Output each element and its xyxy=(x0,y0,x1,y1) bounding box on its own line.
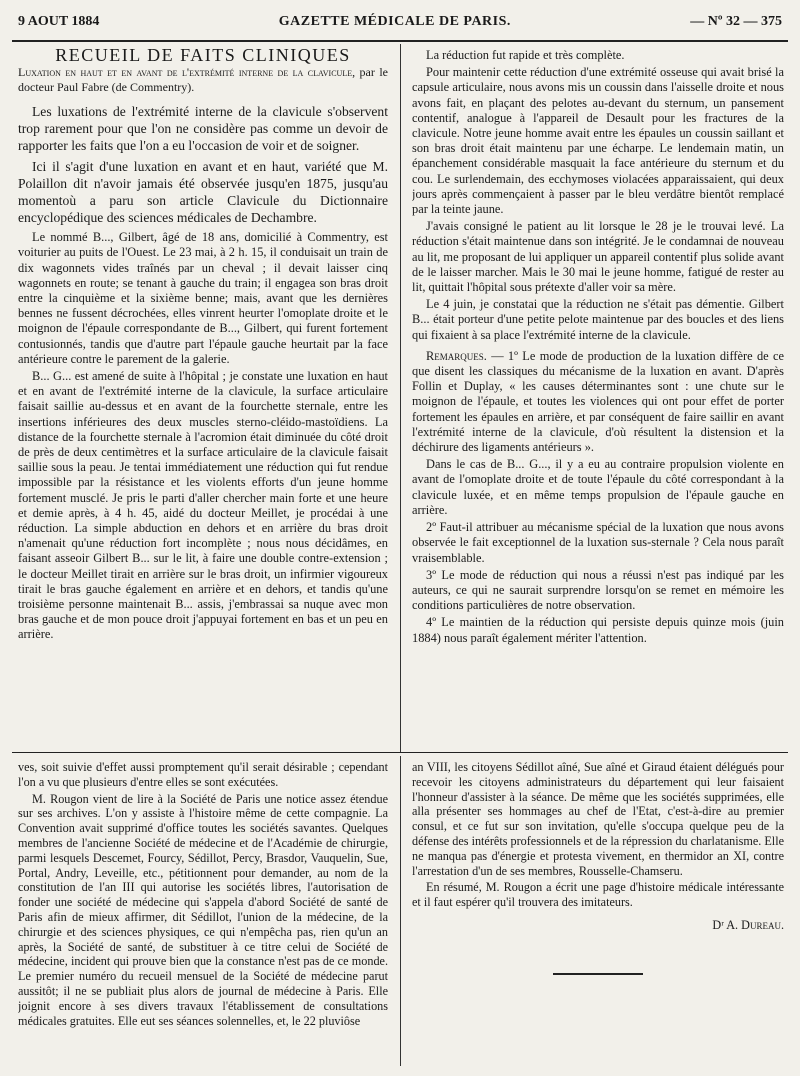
paragraph-remarks-1b: Dans le cas de B... G..., il y a eu au contraire propulsion violente en avant de l'omoplate droite et de toute l'épaule du côté correspondant à la clavicule luxée, et en même temps propulsion de l'épaule gauche en arrière. xyxy=(412,457,784,517)
paragraph-case: Le nommé B..., Gilbert, âgé de 18 ans, domicilié à Commentry, est voiturier au puits de l'Ouest. Le 23 mai, à 2 h. 15, il conduisait un train de dix wagonnets vides traînés par un cheval ; il devait laisser cinq wagonnets en route; se tenant à gauche du train; il engagea son bras droit entre la cinquième et la sixième benne; mais, avant que les dernières bennes ne fussent décrochées, elles vinrent heurter l'omoplate droite et le moignon de l'épaule correspondante de B..., Gilbert, qui furent fortement contusionnés, tandis que d'autre part l'épaule gauche heurtait par la face antérieure contre le parement de la galerie. xyxy=(18,230,388,366)
article-subtitle-caps: Luxation en haut et en avant de l'extrémité interne de la clavicule, xyxy=(18,65,356,80)
paragraph-intro: Les luxations de l'extrémité interne de la clavicule s'observent trop rarement pour que l'on ne considère pas comme un devoir de rapporter les faits que l'on a eu l'occasion de voir et de soigner. xyxy=(18,104,388,154)
paragraph-dressing: Pour maintenir cette réduction d'une extrémité osseuse qui avait brisé la capsule articulaire, nous avons mis un coussin dans l'aisselle droite et nous avons fait, en plaçant des pelotes au-devant du sternum, un pansement contentif, analogue à l'appareil de Desault pour les fractures de la clavicule. Notre jeune homme avait entre les épaules un coussin saillant et son bras droit était maintenu par une écharpe. Le lendemain matin, un épanchement considérable masquait la face antérieure du sternum et du cou. Le surlendemain, des ecchymoses violacées apparaissaient, qui deux jours après commençaient à passer par le bleu verdâtre bientôt remplacé par la teinte jaune. xyxy=(412,65,784,217)
remarks-label: Remarques. xyxy=(426,348,487,363)
paragraph-remarks-4: 4º Le maintien de la réduction qui persiste depuis quinze mois (juin 1884) nous paraît également mériter l'attention. xyxy=(412,615,784,645)
paragraph-remarks-1 xyxy=(412,349,784,455)
header-page-number: — Nº 32 — 375 xyxy=(690,14,782,29)
feuilleton-rougon: M. Rougon vient de lire à la Société de Paris une notice assez étendue sur ses archives. L'on y assiste à l'histoire même de cette compagnie. La Convention avait supprimé d'office toutes les sociétés savantes. Quelques membres de l'ancienne Société de médecine et de l'Académie de chirurgie, parmi lesquels Descemet, Fourcy, Sédillot, Percy, Brasdor, Vauquelin, Sue, Portal, Andry, Leveille, etc., pétitionnent pour demander, au nom de la constitution de l'an III qui autorise les sociétés libres, l'autorisation de fonder une société de médecine qui s'appela d'abord Société de santé de Paris afin de mieux affirmer, dit Sédillot, l'union de la médecine, de la chirurgie et des sciences physiques, ce qui n'empêcha pas, rien qu'un an après, la Société de santé, de substituer à ce titre celui de Société de médecine, incident qui prouve bien que la constance n'est pas de ce monde. Le premier numéro du recueil mensuel de la Société de médecine parut aussitôt; il ne se publiait plus alors de journal de médecine à Paris. Elle joignit encore à ses divers travaux l'établissement de consultations médicales gratuites. Elle eut ses séances solennelles, et, le 22 pluviôse xyxy=(18,791,388,1028)
article-subtitle xyxy=(18,65,388,95)
end-rule xyxy=(553,973,643,975)
article-column-left xyxy=(18,48,388,748)
paragraph-remarks-2: 2º Faut-il attribuer au mécanisme spécial de la luxation que nous avons observée le fait exceptionnel de la luxation sus-sternale ? Cela nous paraît vraisemblable. xyxy=(412,520,784,565)
section-rule xyxy=(12,752,788,753)
feuilleton-column-left xyxy=(18,760,388,1060)
remarks-1-text: — 1º Le mode de production de la luxation diffère de ce que disent les classiques du mécanisme de la luxation en avant. D'après Follin et Duplay, « les causes déterminantes sont : une chute sur le moignon de l'épaule, et toutes les violences qui ont pour effet de porter fortement les épaules en arrière, et par conséquent de faire saillir en avant l'extrémité interne de la clavicule, d'où résultent la distension et la déchirure des ligaments antérieurs ». xyxy=(412,348,784,455)
paragraph-treatment: B... G... est amené de suite à l'hôpital ; je constate une luxation en haut et en avant de l'extrémité interne de la clavicule, la surface articulaire faisait saillie au-dessus et en avant de la fourchette sternale, entre les insertions inférieures des deux muscles sterno-cléido-mastoïdiens. La distance de la fourchette sternale à l'acromion était diminuée du côté droit de près de deux centimètres et la surface articulaire de la clavicule faisait saillie sous la peau. Je tentai immédiatement une réduction qui fut rendue impossible par la résistance et les violents efforts d'un jeune homme fortement musclé. Je pris le parti d'aller chercher main forte et une heure et demie après, à 4 h. 45, aidé du docteur Meillet, je procédai à une réduction. La simple abduction en dehors et en arrière du bras droit n'amenait qu'une réduction fort incomplète ; nous nous décidâmes, en faisant asseoir Gilbert B... sur le lit, à faire une double contre-extension ; le docteur Meillet tirait en arrière sur le bras droit, un infirmier vigoureux tirait le bras gauche également en arrière et en dehors, et tandis qu'une troisième personne maintenait B... assis, j'embrassai sa nuque avec mon bras gauche et de mon pouce droit j'appuyai fortement en bas et un peu en arrière. xyxy=(18,369,388,642)
feuilleton-column-right xyxy=(412,760,784,1060)
paragraph-reduction: La réduction fut rapide et très complète. xyxy=(426,48,625,62)
page-header xyxy=(18,14,782,36)
section-title: RECUEIL DE FAITS CLINIQUES xyxy=(55,48,351,65)
article-column-right xyxy=(412,48,784,748)
feuilleton-an-viii: an VIII, les citoyens Sédillot aîné, Sue aîné et Giraud étaient délégués pour recevoir les citoyens administrateurs du département qui leur faisaient l'honneur d'assister à la séance. De même que les sociétés supprimées, elle alla présenter ses hommages au chef de l'Etat, c'est-à-dire au premier consul, et ce fut sur son invitation, qu'elle s'occupa quelque peu de la défense des intérêts professionnels et de la répression du charlatanisme. Elle ne manqua pas d'énergie et protesta vivement, en thermidor an XI, contre l'arrestation d'un de ses membres, Rousselle-Chamseru. xyxy=(412,760,784,878)
feuilleton-summary: En résumé, M. Rougon a écrit une page d'histoire médicale intéressante et il faut espérer qu'il trouvera des imitateurs. xyxy=(412,880,784,910)
header-rule xyxy=(12,40,788,42)
paragraph-june: Le 4 juin, je constatai que la réduction ne s'était pas démentie. Gilbert B... était porteur d'une petite pelote maintenue par des boucles et des liens qui fixaient à sa place l'extrémité interne de la clavicule. xyxy=(412,297,784,342)
paragraph-variety: Ici il s'agit d'une luxation en avant et en haut, variété que M. Polaillon dit n'avoir jamais été observée jusqu'en 1875, jusqu'au momentoù a paru son article Clavicule du Dictionnaire encyclopédique des sciences médicales de Dechambre. xyxy=(18,159,388,226)
feuilleton-continuation: ves, soit suivie d'effet aussi promptement qu'il serait désirable ; cependant l'on a vu que plusieurs d'entre elles se sont exécutées. xyxy=(18,760,388,789)
column-divider-top xyxy=(400,44,401,752)
author-signature: Dʳ A. Dureau. xyxy=(712,917,784,932)
paragraph-follow-up: J'avais consigné le patient au lit lorsque le 28 je le trouvai levé. La réduction s'était maintenue dans son intégrité. Je le condamnai de nouveau au lit, me proposant de lui appliquer un appareil contentif plus solide avant de le laisser marcher. Mais le 30 mai le jeune homme, fatigué de rester au lit, quittait l'hôpital sous prétexte d'aller voir sa mère. xyxy=(412,219,784,295)
header-journal-title: GAZETTE MÉDICALE DE PARIS. xyxy=(278,14,511,29)
paragraph-remarks-3: 3º Le mode de réduction qui nous a réussi n'est pas indiqué par les auteurs, ce qui ne saurait surprendre lorsqu'on se remet en mémoire les conditions particulières de notre observation. xyxy=(412,567,784,613)
article-subtitle-author: par le docteur Paul Fabre (de Commentry). xyxy=(18,65,388,95)
column-divider-bottom xyxy=(400,756,401,1066)
header-date: 9 AOUT 1884 xyxy=(18,14,100,29)
